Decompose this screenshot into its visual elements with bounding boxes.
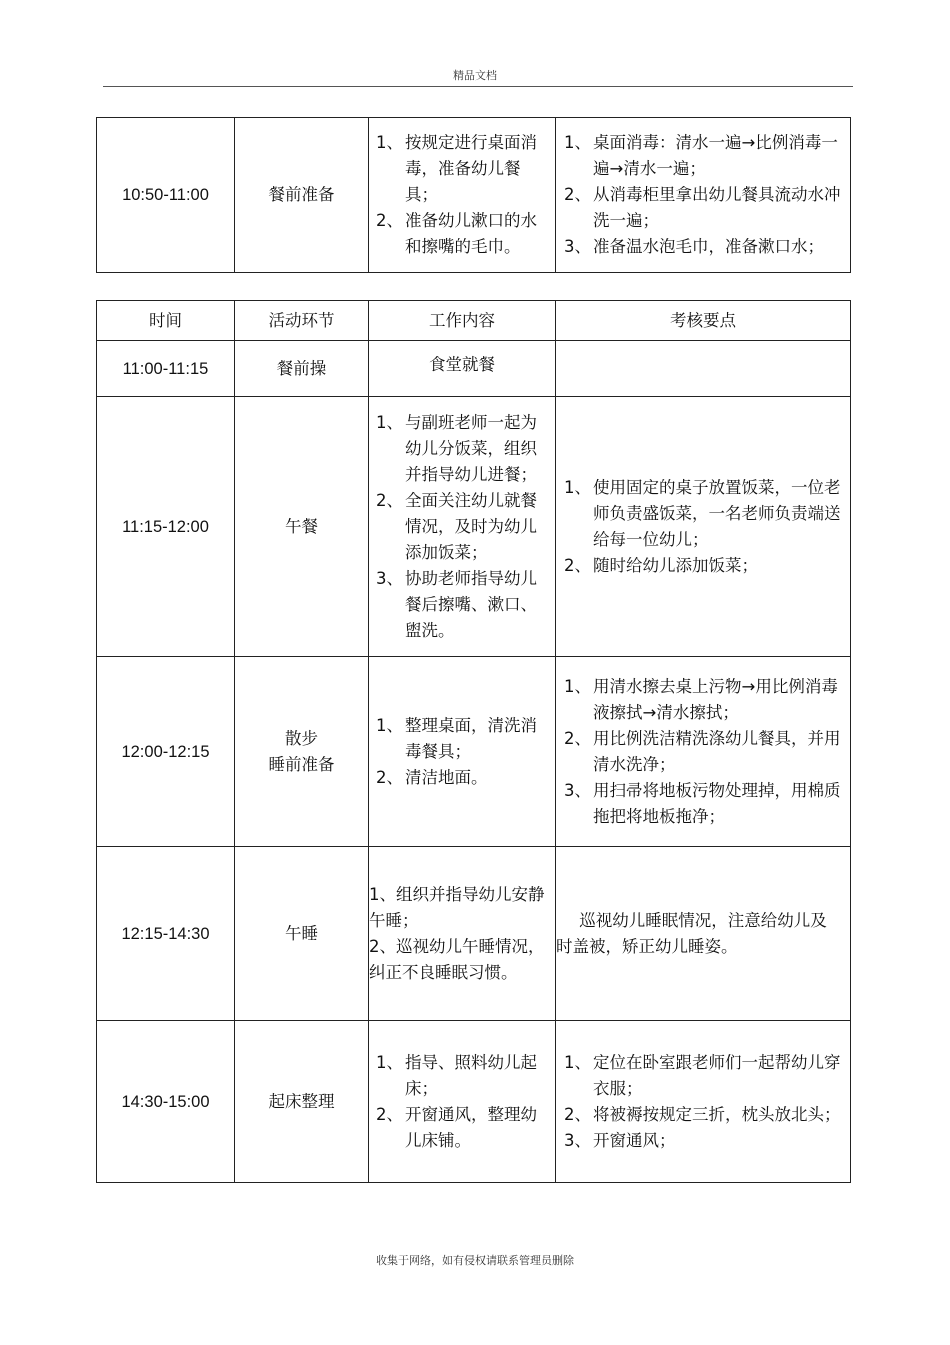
list-item <box>376 765 549 791</box>
list-item <box>564 182 842 234</box>
page-footer: 收集于网络，如有侵权请联系管理员删除 <box>376 1254 574 1267</box>
list-item <box>564 1128 842 1154</box>
table-row <box>97 1021 851 1183</box>
item-number: 3、 <box>564 780 591 800</box>
item-number: 1、 <box>376 715 403 735</box>
list-item <box>564 726 842 778</box>
list-item <box>376 1050 549 1102</box>
item-number: 1、 <box>564 133 591 152</box>
item-text: 与副班老师一起为幼儿分饭菜，组织并指导幼儿进餐； <box>405 412 537 484</box>
item-number: 2、 <box>376 1104 403 1124</box>
list-item <box>376 713 549 765</box>
key-point-line: 巡视幼儿睡眠情况，注意给幼儿及 <box>579 910 827 930</box>
item-number: 2、 <box>564 1104 591 1124</box>
item-number: 2、 <box>564 728 591 748</box>
item-text: 从消毒柜里拿出幼儿餐具流动水冲洗一遍； <box>593 185 841 230</box>
key-points-cell <box>556 397 851 657</box>
activity-cell: 午睡 <box>235 847 369 1021</box>
item-number: 3、 <box>564 1130 591 1150</box>
key-points-cell <box>556 341 851 397</box>
list-item <box>376 130 549 208</box>
list-item <box>376 208 549 260</box>
item-text: 用扫帚将地板污物处理掉，用棉质拖把将地板拖净； <box>593 780 841 826</box>
activity-cell <box>235 657 369 847</box>
schedule-table-1 <box>96 117 851 273</box>
item-number: 2、 <box>376 490 403 510</box>
item-text: 协助老师指导幼儿餐后擦嘴、漱口、盥洗。 <box>405 568 537 640</box>
item-text: 定位在卧室跟老师们一起帮幼儿穿衣服； <box>593 1052 841 1098</box>
list-item <box>564 1102 842 1128</box>
column-header-time: 时间 <box>97 301 235 341</box>
column-header-work-content: 工作内容 <box>369 301 556 341</box>
item-text: 按规定进行桌面消毒，准备幼儿餐具； <box>405 133 537 204</box>
item-number: 3、 <box>564 237 591 256</box>
time-cell: 12:15-14:30 <box>97 847 235 1021</box>
item-number: 2、 <box>376 767 403 787</box>
item-text: 用比例洗洁精洗涤幼儿餐具，并用清水洗净； <box>593 728 841 774</box>
work-paragraph: 2、巡视幼儿午睡情况，纠正不良睡眠习惯。 <box>369 936 545 982</box>
item-text: 全面关注幼儿就餐情况，及时为幼儿添加饭菜； <box>405 490 537 562</box>
key-points-cell <box>556 118 851 273</box>
item-number: 1、 <box>376 412 403 432</box>
list-item <box>564 1050 842 1102</box>
list-item <box>376 488 549 566</box>
work-content-cell <box>369 118 556 273</box>
work-content-cell: 食堂就餐 <box>369 341 556 397</box>
activity-cell: 午餐 <box>235 397 369 657</box>
activity-cell: 餐前操 <box>235 341 369 397</box>
time-cell: 12:00-12:15 <box>97 657 235 847</box>
item-number: 2、 <box>376 211 403 230</box>
activity-cell: 起床整理 <box>235 1021 369 1183</box>
work-content-cell <box>369 1021 556 1183</box>
work-content-cell <box>369 657 556 847</box>
column-header-activity: 活动环节 <box>235 301 369 341</box>
table-row <box>97 847 851 1021</box>
item-number: 2、 <box>564 185 591 204</box>
activity-cell: 餐前准备 <box>235 118 369 273</box>
item-number: 1、 <box>564 1052 591 1072</box>
item-text: 开窗通风，整理幼儿床铺。 <box>405 1104 537 1150</box>
item-text: 开窗通风； <box>593 1130 676 1150</box>
list-item <box>376 566 549 644</box>
table-row <box>97 118 851 273</box>
list-item <box>376 1102 549 1154</box>
item-number: 1、 <box>564 676 591 696</box>
list-item <box>564 674 842 726</box>
list-item <box>564 475 842 553</box>
header-divider <box>103 86 853 87</box>
column-header-key-points: 考核要点 <box>556 301 851 341</box>
item-text: 桌面消毒：清水一遍→比例消毒一遍→清水一遍； <box>593 133 838 178</box>
table-header-row <box>97 301 851 341</box>
activity-line: 睡前准备 <box>268 754 335 774</box>
page-header: 精品文档 <box>453 69 497 82</box>
item-number: 2、 <box>564 555 591 575</box>
list-item <box>564 234 842 260</box>
item-number: 1、 <box>376 1052 403 1072</box>
list-item <box>564 778 842 830</box>
table-row <box>97 657 851 847</box>
key-point-line: 时盖被，矫正幼儿睡姿。 <box>556 936 738 956</box>
key-points-cell <box>556 1021 851 1183</box>
key-points-cell <box>556 847 851 1021</box>
work-paragraph: 1、组织并指导幼儿安静午睡； <box>369 884 545 930</box>
item-number: 1、 <box>376 133 403 152</box>
item-text: 准备幼儿漱口的水和擦嘴的毛巾。 <box>405 211 537 256</box>
list-item <box>376 410 549 488</box>
time-cell: 11:15-12:00 <box>97 397 235 657</box>
activity-line: 散步 <box>285 728 318 748</box>
list-item <box>564 130 842 182</box>
item-text: 用清水擦去桌上污物→用比例消毒液擦拭→清水擦拭； <box>593 676 838 722</box>
time-cell: 10:50-11:00 <box>97 118 235 273</box>
item-number: 1、 <box>564 477 591 497</box>
time-cell: 14:30-15:00 <box>97 1021 235 1183</box>
item-text: 随时给幼儿添加饭菜； <box>593 555 758 575</box>
schedule-table-2 <box>96 300 851 1183</box>
item-text: 使用固定的桌子放置饭菜，一位老师负责盛饭菜，一名老师负责端送给每一位幼儿； <box>593 477 841 549</box>
time-cell: 11:00-11:15 <box>97 341 235 397</box>
item-number: 3、 <box>376 568 403 588</box>
work-content-cell <box>369 397 556 657</box>
table-row <box>97 397 851 657</box>
item-text: 指导、照料幼儿起床； <box>405 1052 537 1098</box>
item-text: 清洁地面。 <box>405 767 488 787</box>
list-item <box>564 553 842 579</box>
table-row <box>97 341 851 397</box>
work-content-cell <box>369 847 556 1021</box>
item-text: 将被褥按规定三折，枕头放北头； <box>593 1104 841 1124</box>
item-text: 准备温水泡毛巾，准备漱口水； <box>593 237 824 256</box>
item-text: 整理桌面，清洗消毒餐具； <box>405 715 537 761</box>
key-points-cell <box>556 657 851 847</box>
